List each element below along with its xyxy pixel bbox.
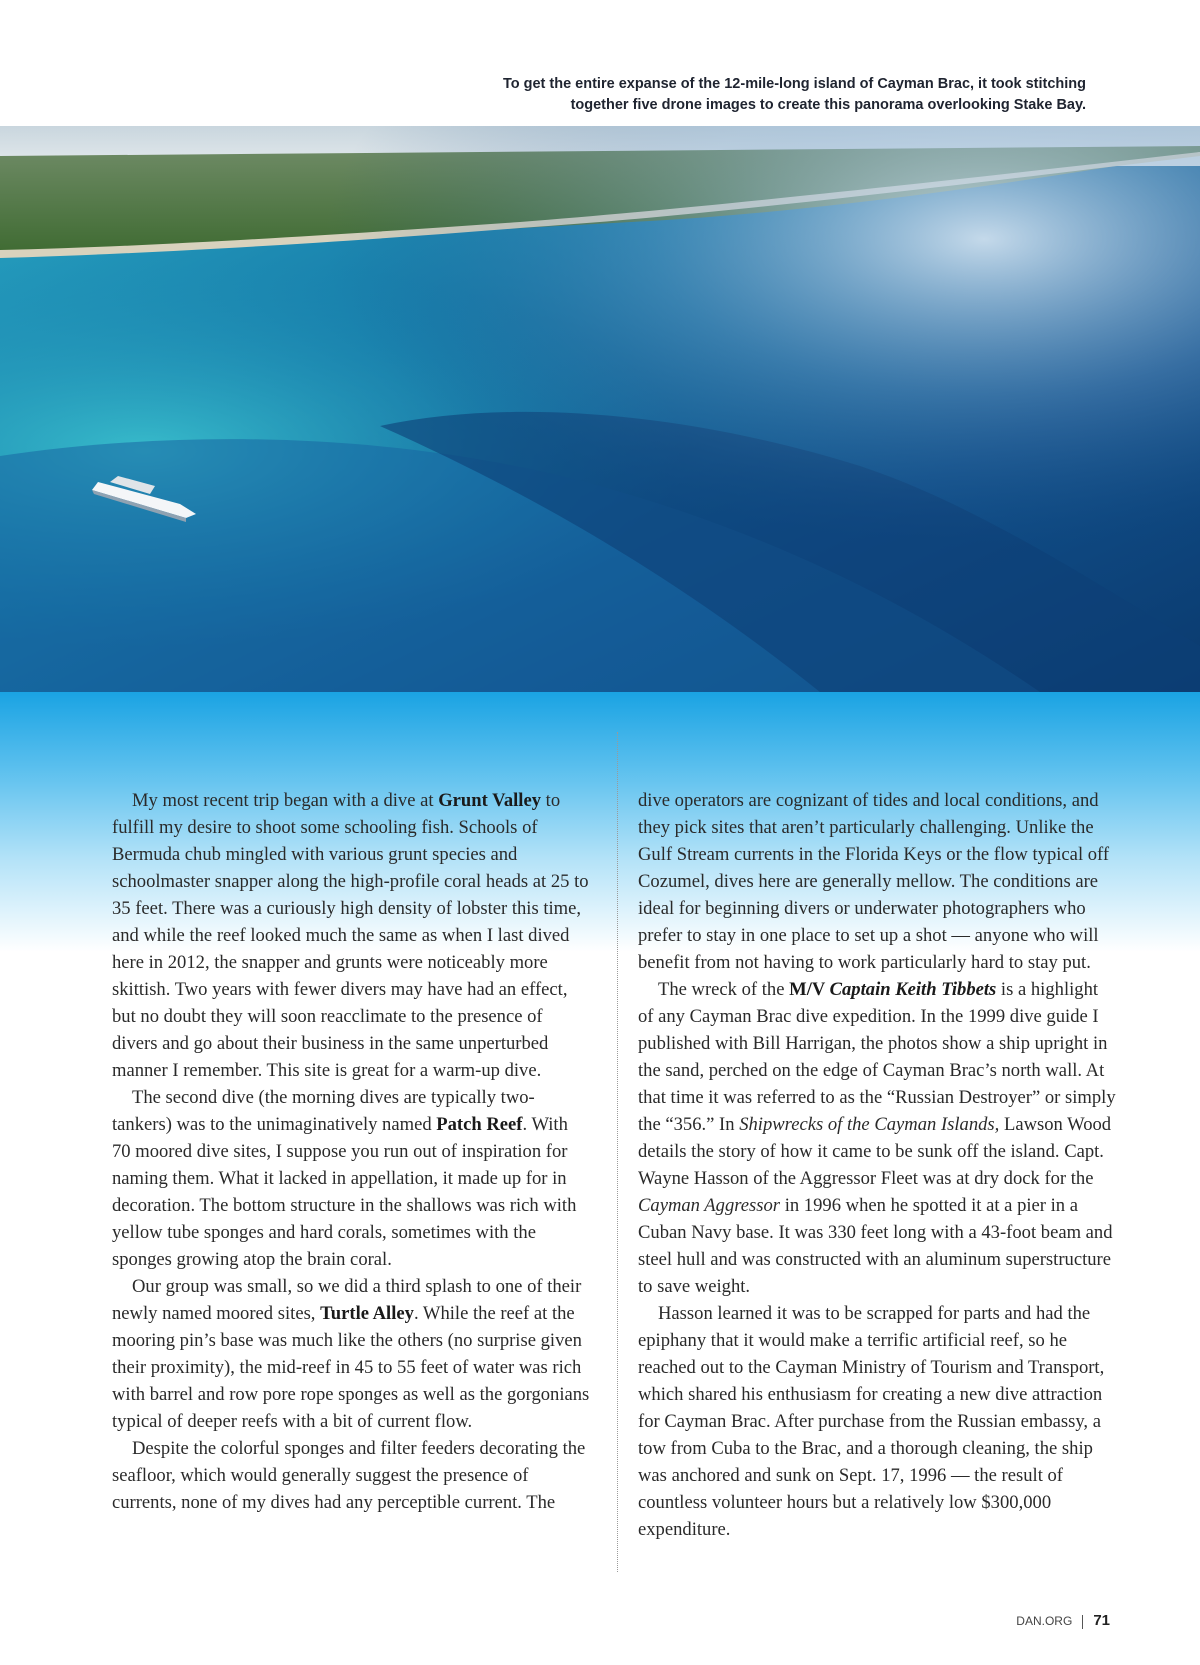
paragraph: Our group was small, so we did a third splash to one of their newly named moored sites, Turtle Alley. While the reef at the mooring pin’s base was much like the others (no surprise given their proximity), the mid-reef in 45 to 55 feet of water was rich with barrel and row pore rope sponges as well as the gorgonians typical of deeper reefs with a bit of current flow. <box>112 1276 590 1432</box>
wreck-name: M/V Captain Keith Tibbets <box>789 979 997 1000</box>
paragraph: My most recent trip began with a dive at Grunt Valley to fulfill my desire to shoot some schooling fish. Schools of Bermuda chub mingled with various grunt species and schoolmaster snapper along the high-profile coral heads at 25 to 35 feet. There was a curiously high density of lobster this time, and while the reef looked much the same as when I last dived here in 2012, the snapper and grunts were noticeably more skittish. Two years with fewer divers may have had an effect, but no doubt they will soon reacclimate to the presence of divers and go about their business in the same unperturbed manner I remember. This site is great for a warm-up dive. <box>112 790 589 1081</box>
paragraph: The second dive (the morning dives are typically two-tankers) was to the unimaginatively named Patch Reef. With 70 moored dive sites, I suppose you run out of inspiration for naming them. What it lacked in appellation, it made up for in decoration. The bottom structure in the shallows was rich with yellow tube sponges and hard corals, sometimes with the sponges growing atop the brain coral. <box>112 1087 577 1270</box>
dive-site-name: Patch Reef <box>436 1114 523 1135</box>
website-label: DAN.ORG <box>1016 1614 1073 1628</box>
column-divider <box>617 732 618 1572</box>
ship-name: Cayman Aggressor <box>638 1195 781 1216</box>
dive-site-name: Turtle Alley <box>320 1303 414 1324</box>
dive-site-name: Grunt Valley <box>438 790 542 811</box>
left-column <box>112 787 590 1516</box>
page-footer <box>1016 1612 1110 1629</box>
photo-caption: To get the entire expanse of the 12-mile-long island of Cayman Brac, it took stitching together five drone images to create this panorama overlooking Stake Bay. <box>502 76 1086 113</box>
book-title: Shipwrecks of the Cayman Islands, <box>739 1114 1000 1135</box>
aerial-photo <box>0 126 1200 692</box>
paragraph: Despite the colorful sponges and filter feeders decorating the seafloor, which would generally suggest the presence of currents, none of my dives had any perceptible current. The <box>112 1438 586 1513</box>
page-number: 71 <box>1093 1612 1110 1629</box>
paragraph: The wreck of the M/V Captain Keith Tibbets is a highlight of any Cayman Brac dive expedition. In the 1999 dive guide I published with Bill Harrigan, the photos show a ship upright in the sand, perched on the edge of Cayman Brac’s north wall. At that time it was referred to as the “Russian Destroyer” or simply the “356.” In Shipwrecks of the Cayman Islands, Lawson Wood details the story of how it came to be sunk off the island. Capt. Wayne Hasson of the Aggressor Fleet was at dry dock for the Cayman Aggressor in 1996 when he spotted it at a pier in a Cuban Navy base. It was 330 feet long with a 43-foot beam and steel hull and was constructed with an aluminum superstructure to save weight. <box>638 979 1116 1297</box>
right-column <box>638 787 1116 1543</box>
paragraph: dive operators are cognizant of tides and local conditions, and they pick sites that aren’t particularly challenging. Unlike the Gulf Stream currents in the Florida Keys or the flow typical off Cozumel, dives here are generally mellow. The conditions are ideal for beginning divers or underwater photographers who prefer to stay in one place to set up a shot — anyone who will benefit from not having to work particularly hard to stay put. <box>638 790 1110 973</box>
paragraph: Hasson learned it was to be scrapped for parts and had the epiphany that it would make a terrific artificial reef, so he reached out to the Cayman Ministry of Tourism and Transport, which shared his enthusiasm for creating a new dive attraction for Cayman Brac. After purchase from the Russian embassy, a tow from Cuba to the Brac, and a thorough cleaning, the ship was anchored and sunk on Sept. 17, 1996 — the result of countless volunteer hours but a relatively low $300,000 expenditure. <box>638 1303 1105 1540</box>
footer-separator <box>1082 1615 1083 1629</box>
